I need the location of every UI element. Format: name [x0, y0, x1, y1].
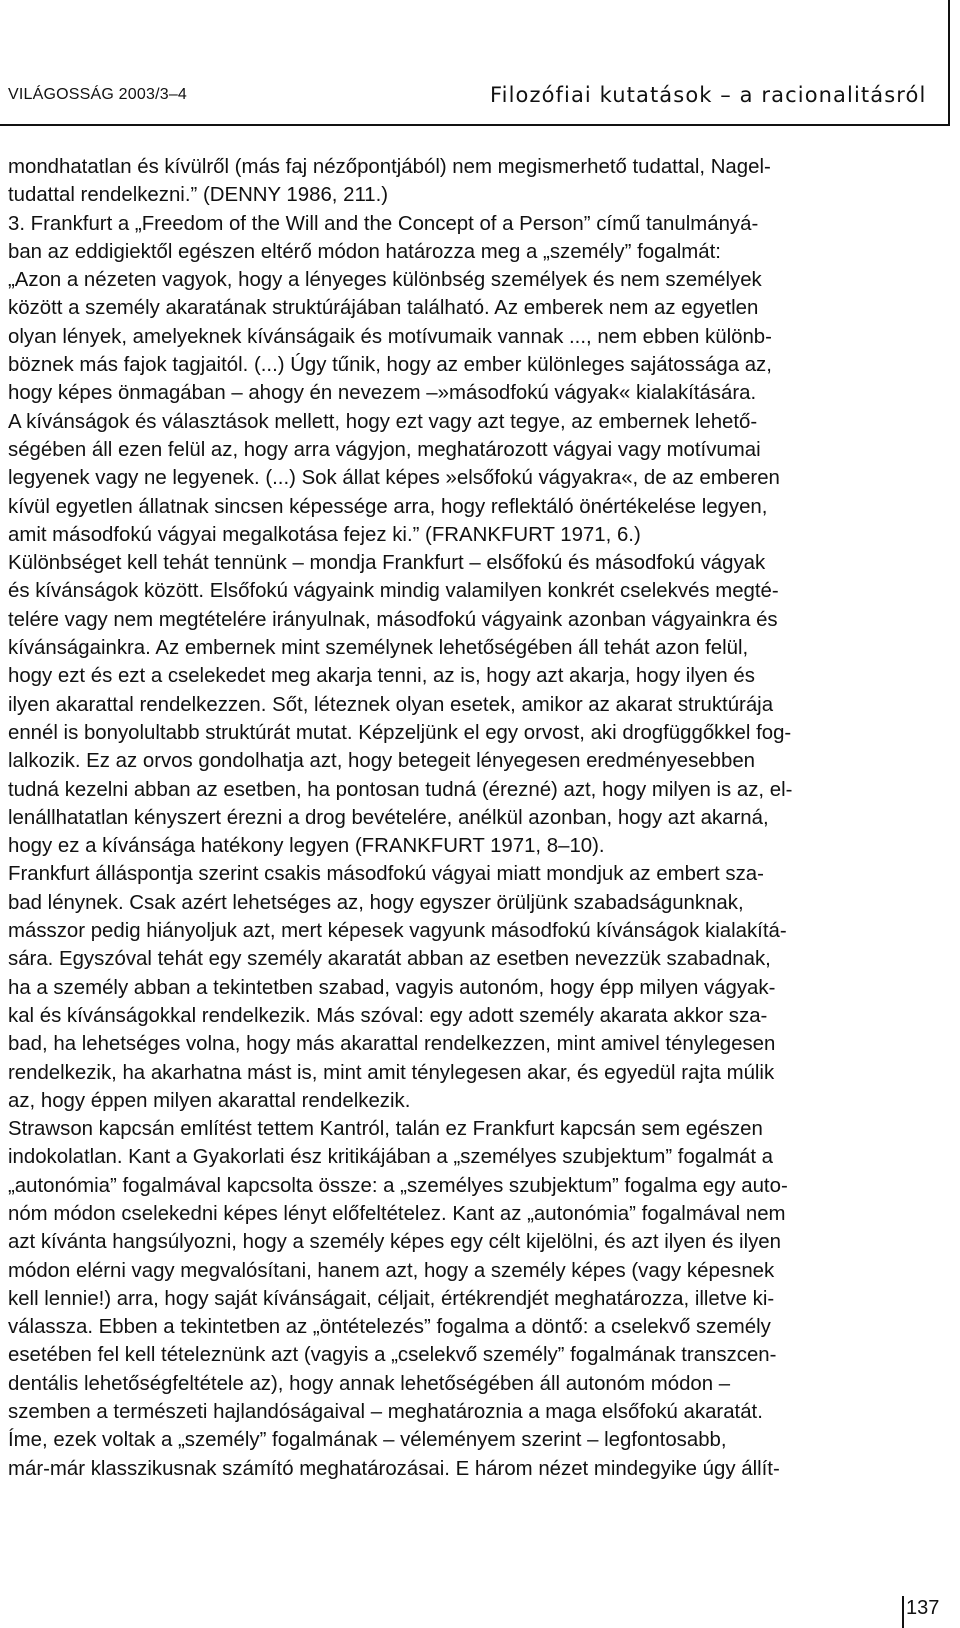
journal-header: VILÁGOSSÁG 2003/3–4	[8, 86, 188, 103]
text-line: bad, ha lehetséges volna, hogy más akarattal rendelkezzen, mint amivel ténylegesen	[8, 1033, 776, 1056]
text-line: hogy ezt és ezt a cselekedet meg akarja tenni, az is, hogy azt akarja, hogy ilyen és	[8, 665, 755, 688]
text-line: azt kívánta hangsúlyozni, hogy a személy képes egy célt kijelölni, és azt ilyen és ilyen	[8, 1231, 781, 1254]
text-line: válassza. Ebben a tekintetben az „öntételezés” fogalma a döntő: a cselekvő személy	[8, 1316, 771, 1339]
text-line: módon elérni vagy megvalósítani, hanem azt, hogy a személy képes (vagy képesnek	[8, 1259, 775, 1282]
header-vertical-rule	[948, 0, 950, 126]
text-line: „Azon a nézeten vagyok, hogy a lényeges különbség személyek és nem személyek	[8, 269, 762, 292]
text-line: ilyen akarattal rendelkezzen. Sőt, léteznek olyan esetek, amikor az akarat struktúrája	[8, 693, 774, 716]
header-rule	[0, 124, 950, 126]
text-line: és kívánságok között. Elsőfokú vágyaink mindig valamilyen konkrét cselekvés megté-	[8, 580, 779, 603]
text-line: Frankfurt álláspontja szerint csakis másodfokú vágyai miatt mondjuk az embert sza-	[8, 863, 764, 886]
text-line: „autonómia” fogalmával kapcsolta össze: a „személyes szubjektum” fogalma egy auto-	[8, 1174, 788, 1197]
page-number-rule	[902, 1596, 904, 1628]
text-line: hogy ez a kívánsága hatékony legyen (FRANKFURT 1971, 8–10).	[8, 835, 605, 858]
text-line: sára. Egyszóval tehát egy személy akaratát abban az esetben nevezzük szabadnak,	[8, 948, 771, 971]
text-line: kívánságainkra. Az embernek mint személynek lehetőségében áll tehát azon felül,	[8, 637, 749, 660]
text-line: legyenek vagy ne legyenek. (...) Sok állat képes »elsőfokú vágyakra«, de az emberen	[8, 467, 780, 490]
text-line: esetében fel kell tételeznünk azt (vagyis a „cselekvő személy” fogalmának transzcen-	[8, 1344, 777, 1367]
text-line: dentális lehetőségfeltétele az), hogy annak lehetőségében áll autonóm módon –	[8, 1372, 731, 1395]
text-line: rendelkezik, ha akarhatna mást is, mint amit ténylegesen akar, és egyedül rajta múlik	[8, 1061, 775, 1084]
text-line: A kívánságok és választások mellett, hogy ezt vagy azt tegye, az embernek lehető-	[8, 410, 758, 433]
text-line: amit másodfokú vágyai megalkotása fejez ki.” (FRANKFURT 1971, 6.)	[8, 523, 641, 546]
body-text	[8, 153, 904, 1511]
text-line: bad lénynek. Csak azért lehetséges az, hogy egyszer örüljünk szabadságunknak,	[8, 891, 744, 914]
text-line: kal és kívánságokkal rendelkezik. Más szóval: egy adott személy akarata akkor sza-	[8, 1004, 768, 1027]
text-line: között a személy akaratának struktúrájában található. Az emberek nem az egyetlen	[8, 297, 759, 320]
text-line: telére vagy nem megtételére irányulnak, másodfokú vágyaink azonban vágyainkra és	[8, 608, 778, 631]
text-line: másszor pedig hiányoljuk azt, mert képesek vagyunk másodfokú kívánságok kialakítá-	[8, 920, 787, 943]
text-line: hogy képes önmagában – ahogy én nevezem –»másodfokú vágyak« kialakítására.	[8, 382, 757, 405]
text-line: nóm módon cselekedni képes lényt előfeltételez. Kant az „autonómia” fogalmával nem	[8, 1202, 786, 1225]
text-line: olyan lények, amelyeknek kívánságaik és motívumaik vannak ..., nem ebben különb-	[8, 325, 772, 348]
text-line: ennél is bonyolultabb struktúrát mutat. Képzeljünk el egy orvost, aki drogfüggőkkel fog-	[8, 721, 792, 744]
text-line: kell lennie!) arra, hogy saját kívánságait, céljait, értékrendjét meghatározza, illetve ki-	[8, 1287, 775, 1310]
text-line: böznek más fajok tagjaitól. (...) Úgy tűnik, hogy az ember különleges sajátossága az,	[8, 354, 772, 377]
text-line: Íme, ezek voltak a „személy” fogalmának – véleményem szerint – legfontosabb,	[8, 1429, 727, 1452]
text-line: ségében áll ezen felül az, hogy arra vágyjon, meghatározott vágyai vagy motívumai	[8, 438, 761, 461]
text-line: lenállhatatlan kényszert érezni a drog bevételére, anélkül azonban, hogy azt akarná,	[8, 806, 769, 829]
text-line: már-már klasszikusnak számító meghatározásai. E három nézet mindegyike úgy állít-	[8, 1457, 780, 1480]
page-number: 137	[906, 1597, 940, 1619]
text-line: Strawson kapcsán említést tettem Kantról, talán ez Frankfurt kapcsán sem egészen	[8, 1118, 763, 1141]
text-line	[8, 1483, 904, 1511]
text-line: ban az eddigiektől egészen eltérő módon határozza meg a „személy” fogalmát:	[8, 240, 721, 263]
text-line: 3. Frankfurt a „Freedom of the Will and the Concept of a Person” című tanulmányá-	[8, 212, 759, 235]
text-line: tudattal rendelkezni.” (DENNY 1986, 211.)	[8, 184, 389, 207]
text-line: ha a személy abban a tekintetben szabad, vagyis autonóm, hogy épp milyen vágyak-	[8, 976, 776, 999]
text-line: indokolatlan. Kant a Gyakorlati ész kritikájában a „személyes szubjektum” fogalmát a	[8, 1146, 774, 1169]
section-title: Filozófiai kutatások – a racionalitásról	[490, 83, 927, 107]
text-line: Különbséget kell tehát tennünk – mondja Frankfurt – elsőfokú és másodfokú vágyak	[8, 552, 766, 575]
text-line: lalkozik. Ez az orvos gondolhatja azt, hogy betegeit lényegesen eredményesebben	[8, 750, 756, 773]
text-line: mondhatatlan és kívülről (más faj nézőpontjából) nem megismerhető tudattal, Nagel-	[8, 156, 771, 178]
text-line: az, hogy éppen milyen akarattal rendelkezik.	[8, 1089, 411, 1112]
text-line: kívül egyetlen állatnak sincsen képessége arra, hogy reflektáló önértékelése legyen,	[8, 495, 768, 518]
text-line: tudná kezelni abban az esetben, ha pontosan tudná (érezné) azt, hogy milyen is az, el-	[8, 778, 793, 801]
text-line: szemben a természeti hajlandóságaival – meghatároznia a maga elsőfokú akaratát.	[8, 1401, 763, 1424]
